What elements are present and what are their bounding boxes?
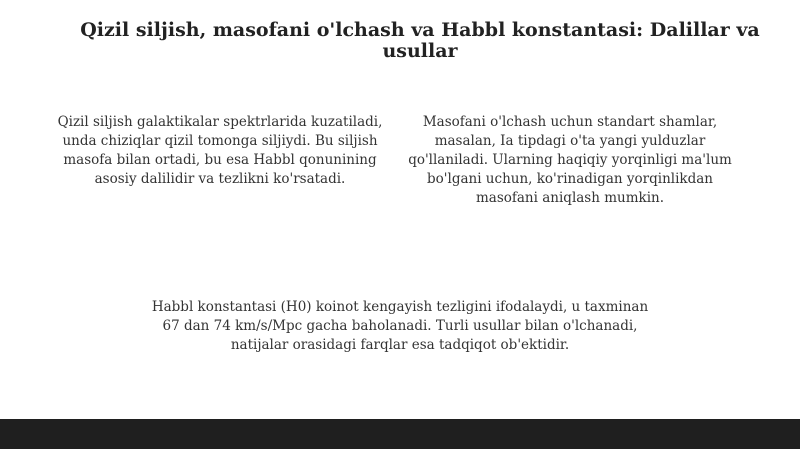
hubble-constant-paragraph: Habbl konstantasi (H0) koinot kengayish tezligini ifodalaydi, u taxminan 67 dan 74 km/s/Mpc gacha baholanadi. Turli usullar bilan o'lchanadi, natijalar orasidagi farqlar esa tadqiqot ob'ektidir. <box>151 299 649 353</box>
slide-title: Qizil siljish, masofani o'lchash va Habbl konstantasi: Dalillar va usullar <box>80 19 760 62</box>
redshift-paragraph: Qizil siljish galaktikalar spektrlarida kuzatiladi, unda chiziqlar qizil tomonga siljiydi. Bu siljish masofa bilan ortadi, bu esa Habbl qonunining asosiy dalilidir va tezlikni ko'rsatadi. <box>57 114 383 187</box>
bottom-bar <box>0 419 800 449</box>
distance-measurement-paragraph: Masofani o'lchash uchun standart shamlar, masalan, Ia tipdagi o'ta yangi yulduzlar qo'llaniladi. Ularning haqiqiy yorqinligi ma'lum bo'lgani uchun, ko'rinadigan yorqinlikdan masofani aniqlash mumkin. <box>408 114 732 206</box>
